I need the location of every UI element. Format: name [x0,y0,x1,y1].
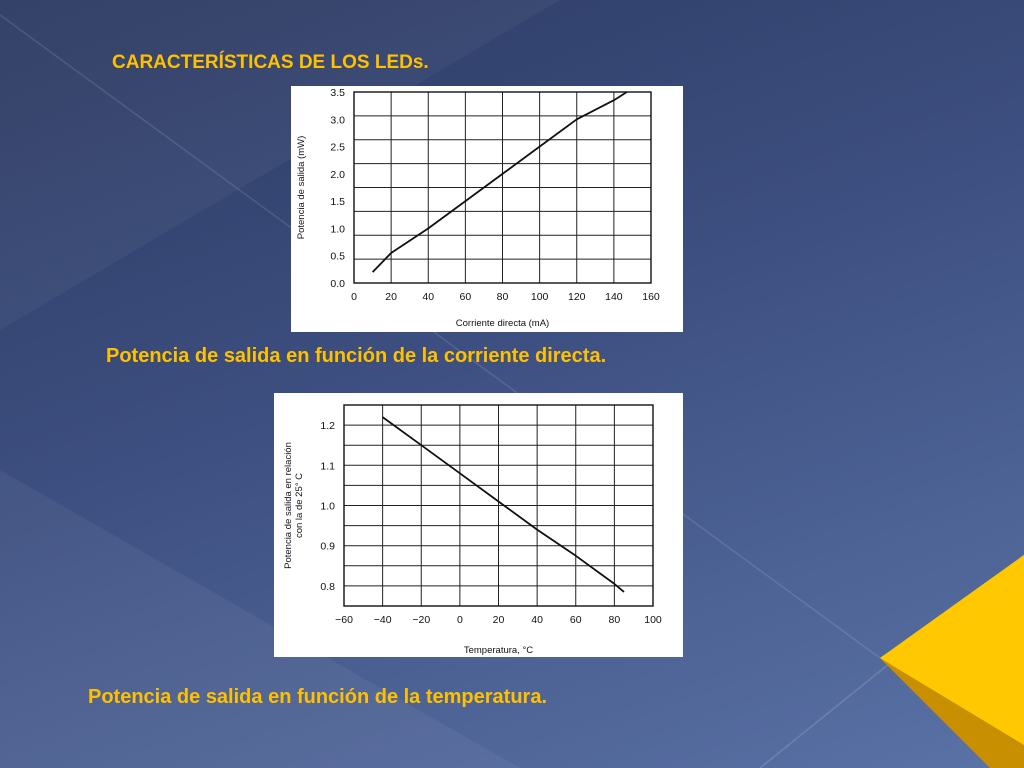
chart-output-power-vs-current-svg [291,86,683,332]
x-tick-label: 40 [531,614,543,626]
x-tick-label: 20 [492,614,505,626]
x-tick-label: −40 [373,614,392,626]
y-tick-label: 1.2 [320,420,335,433]
x-tick-label: 40 [422,291,435,303]
y-axis-label [283,442,305,569]
x-tick-label: −60 [335,614,353,626]
y-tick-label: 2.5 [330,141,345,154]
caption-output-power-vs-current: Potencia de salida en función de la corriente directa. [106,345,607,367]
y-tick-label: 0.0 [330,278,345,290]
y-axis-label: Potencia de salida (mW) [296,135,307,240]
series-line [373,92,627,272]
x-tick-label: −20 [412,614,431,626]
y-axis-label-line: con la de 25° C [294,472,305,539]
y-tick-label: 3.5 [330,87,345,99]
x-tick-label: 0 [456,614,463,626]
y-tick-label: 1.0 [330,223,345,236]
x-axis-label: Corriente directa (mA) [455,318,550,329]
x-tick-label: 20 [385,291,397,303]
chart-output-power-vs-current [291,86,683,332]
chart-output-power-vs-temperature [274,393,683,657]
y-axis-label-line: Potencia de salida en relación [283,442,294,569]
y-tick-label: 0.9 [320,540,335,553]
caption-output-power-vs-temperature: Potencia de salida en función de la temperatura. [88,686,548,708]
x-tick-label: 80 [608,614,621,626]
x-tick-label: 60 [459,291,472,303]
x-tick-label: 80 [496,291,509,303]
y-tick-label: 1.5 [330,196,345,209]
x-tick-label: 60 [569,614,582,626]
x-tick-label: 100 [644,614,662,626]
chart-output-power-vs-temperature-svg [274,393,683,657]
x-tick-label: 160 [642,291,660,303]
x-tick-label: 140 [605,291,623,303]
x-tick-label: 0 [351,291,357,303]
y-tick-label: 3.0 [330,114,345,127]
y-tick-label: 1.1 [320,460,335,473]
x-tick-label: 100 [530,291,549,303]
y-tick-label: 1.0 [320,500,335,513]
y-tick-label: 0.5 [330,250,345,263]
slide-title: CARACTERÍSTICAS DE LOS LEDs. [112,52,429,73]
y-tick-label: 2.0 [330,168,345,181]
x-axis-label: Temperatura, °C [463,645,534,656]
y-tick-label: 0.8 [320,580,335,593]
x-tick-label: 120 [567,291,586,303]
